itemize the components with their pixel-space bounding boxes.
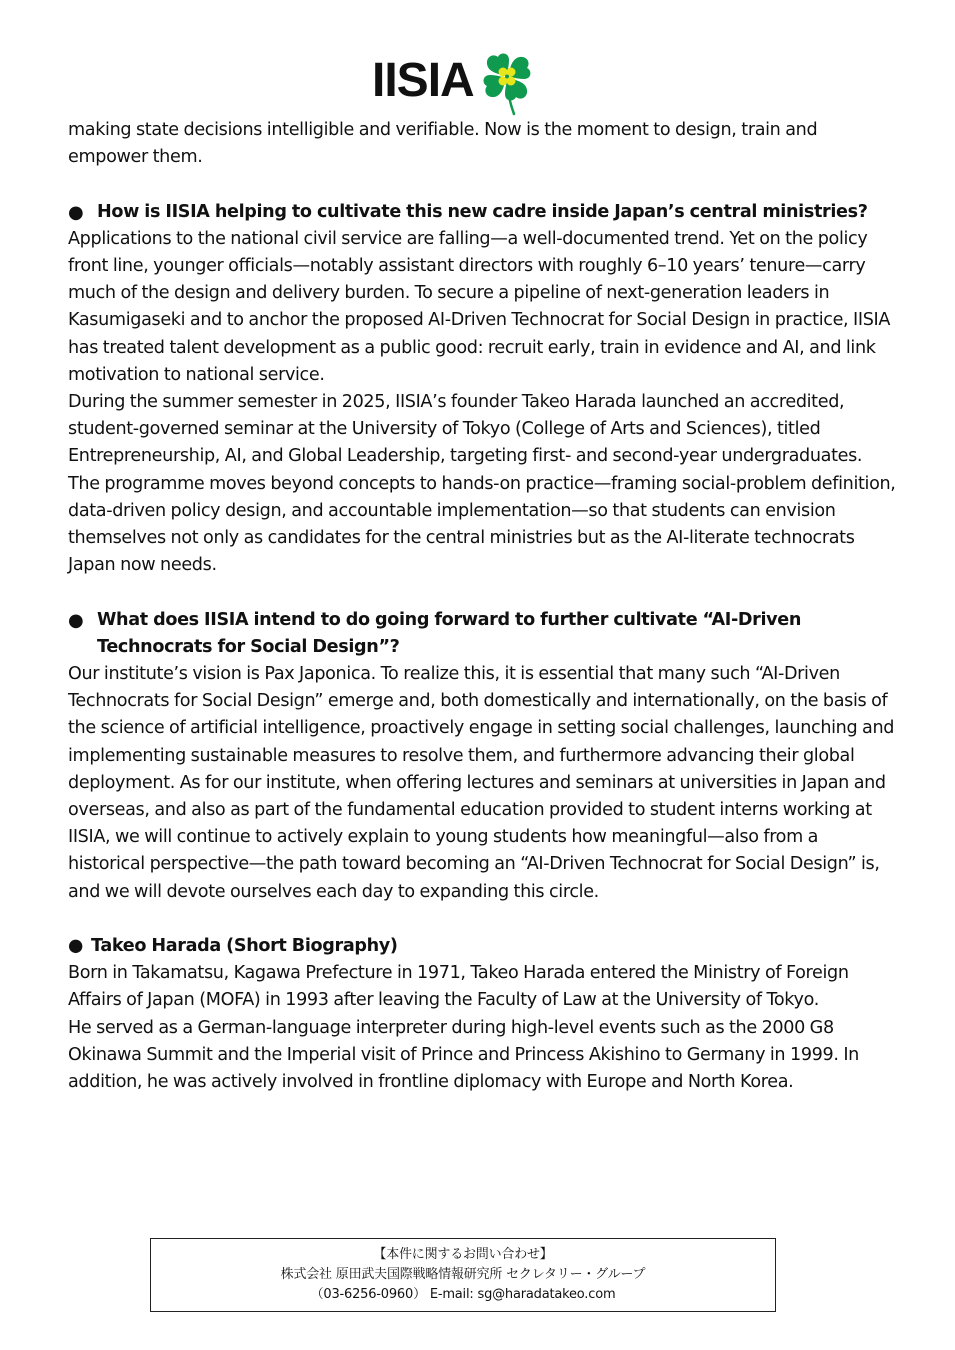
paragraph: Our institute’s vision is Pax Japonica. To realize this, it is essential that many such “AI-Driven Technocrats for Social Design” emerge and, both domestically and internationally, on the basis of the science of artificial intelligence, proactively engage in setting social challenges, launching and implementing sustainable measures to resolve them, and furthermore advancing their global deployment. As for our institute, when offering lectures and seminars at universities in Japan and overseas, and also as part of the fundamental education provided to student interns working at IISIA, we will continue to actively explain to young students how meaningful—also from a historical perspective—the path toward becoming an “AI-Driven Technocrat for Social Design” is, and we will devote ourselves each day to expanding this circle. <box>68 664 895 902</box>
paragraph: He served as a German-language interpreter during high-level events such as the 2000 G8 Okinawa Summit and the Imperial visit of Prince and Princess Akishino to Germany in 1999. In addition, he was actively involved in frontline diplomacy with Europe and North Korea. <box>68 1017 859 1093</box>
contact-line <box>311 1285 616 1305</box>
bullet-icon: ● <box>68 936 84 957</box>
section-biography <box>68 933 898 1096</box>
paragraph: Applications to the national civil service are falling—a well-documented trend. Yet on the policy front line, younger officials—notably assistant directors with roughly 6–10 years’ tenure—carry much of the design and delivery burden. To secure a pipeline of next-generation leaders in Kasumigaseki and to anchor the proposed AI-Driven Technocrat for Social Design in practice, IISIA has treated talent development as a public good: recruit early, train in evidence and AI, and link motivation to national service. <box>68 228 891 385</box>
contact-box <box>150 1238 776 1312</box>
paragraph: Born in Takamatsu, Kagawa Prefecture in 1971, Takeo Harada entered the Ministry of Foreign Affairs of Japan (MOFA) in 1993 after leaving the Faculty of Law at the University of Tokyo. <box>68 963 849 1011</box>
intro-continuation: making state decisions intelligible and verifiable. Now is the moment to design, train and empower them. <box>68 120 818 168</box>
question-text: How is IISIA helping to cultivate this new cadre inside Japan’s central ministries? <box>97 201 868 222</box>
contact-email[interactable]: sg@haradatakeo.com <box>477 1287 616 1302</box>
contact-email-label: E-mail: <box>429 1287 474 1302</box>
biography-heading-text: Takeo Harada (Short Biography) <box>91 936 398 957</box>
bullet-icon: ● <box>68 609 84 631</box>
question-text: What does IISIA intend to do going forward to further cultivate “AI-Driven Technocrats for Social Design”? <box>97 609 802 657</box>
section-going-forward <box>68 607 898 906</box>
section-question <box>68 607 898 661</box>
four-leaf-clover-icon <box>478 50 536 120</box>
paragraph: During the summer semester in 2025, IISIA’s founder Takeo Harada launched an accredited, student-governed seminar at the University of Tokyo (College of Arts and Sciences), titled Entrepreneurship, AI, and Global Leadership, targeting first- and second-year undergraduates. The programme moves beyond concepts to hands-on practice—framing social-problem definition, data-driven policy design, and accountable implementation—so that students can envision themselves not only as candidates for the central ministries but as the AI-literate technocrats Japan now needs. <box>68 392 896 576</box>
contact-phone: （03-6256-0960） <box>310 1287 426 1302</box>
section-question <box>68 199 898 226</box>
iisia-logo <box>372 42 536 120</box>
contact-organization: 株式会社 原田武夫国際戦略情報研究所 セクレタリー・グループ <box>280 1267 646 1282</box>
section-cultivate-cadre <box>68 199 898 580</box>
logo-text: IISIA <box>372 54 474 107</box>
bullet-icon: ● <box>68 201 84 223</box>
biography-heading <box>68 933 898 960</box>
document-body <box>68 117 898 1096</box>
contact-title: 【本件に関するお問い合わせ】 <box>373 1247 553 1262</box>
